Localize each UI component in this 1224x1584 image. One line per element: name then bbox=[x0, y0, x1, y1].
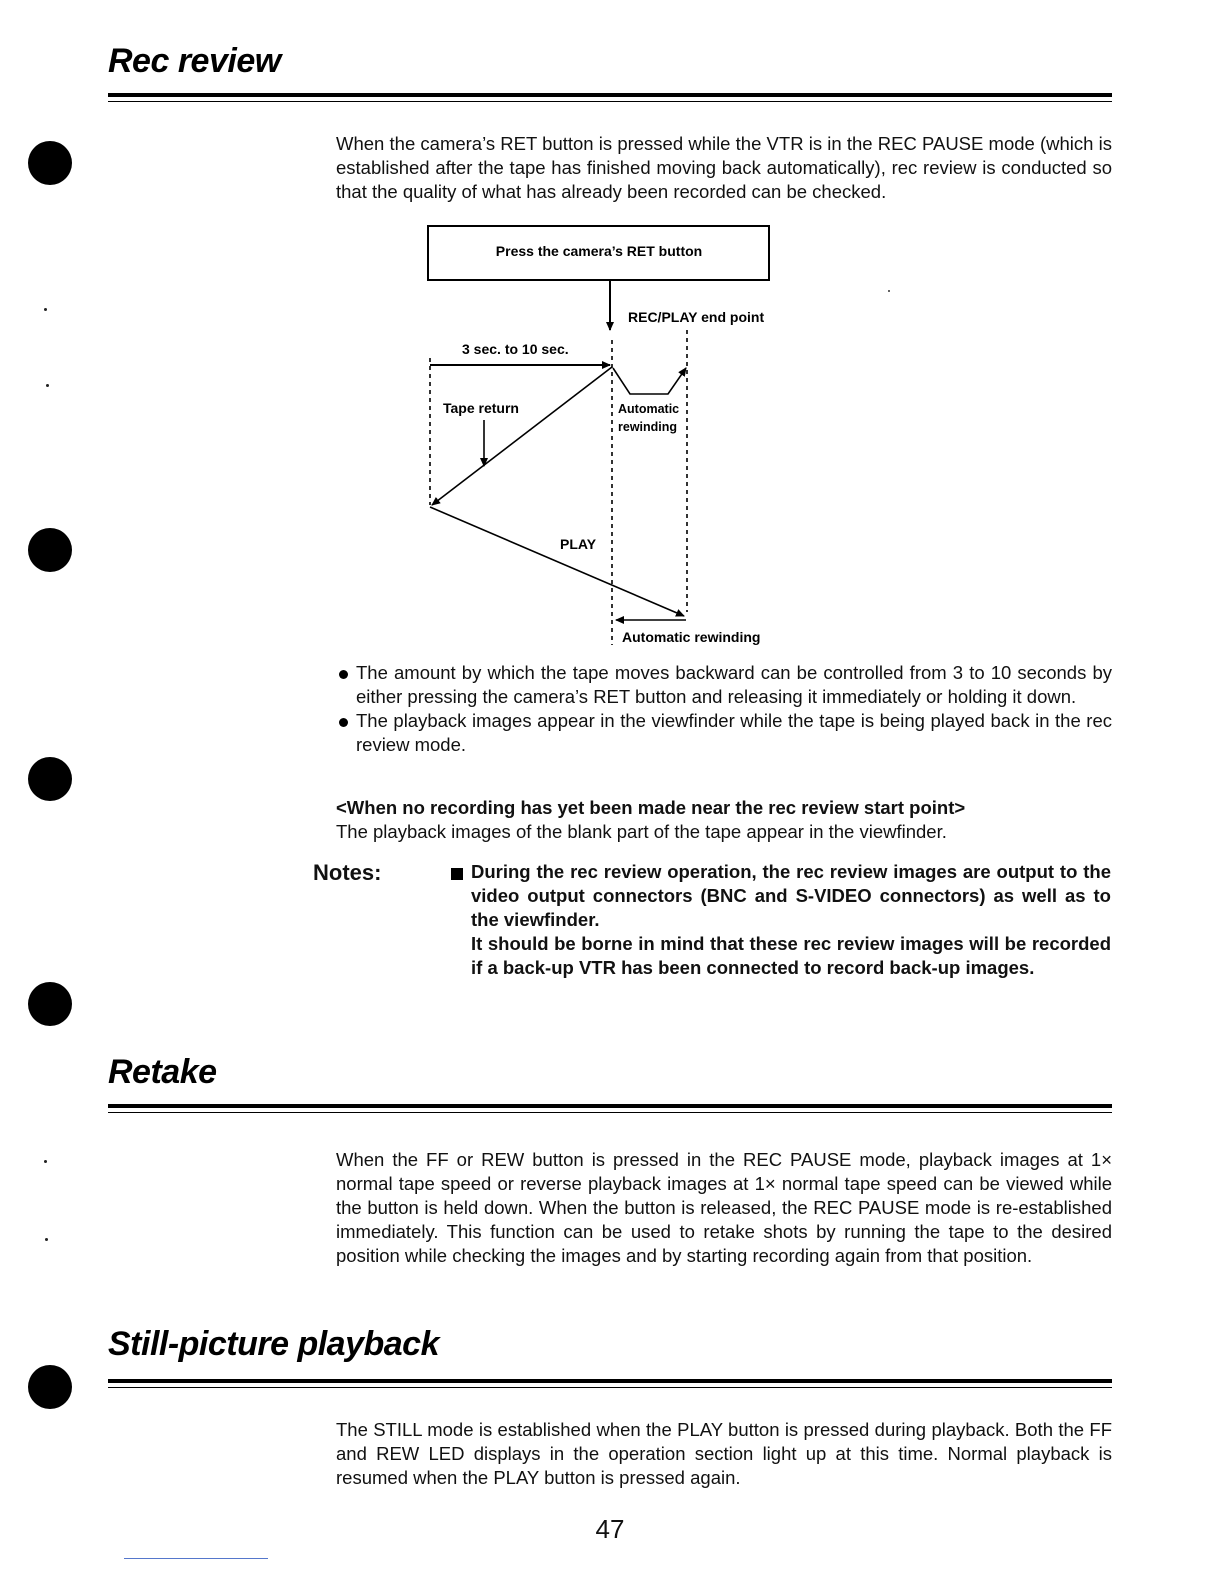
duration-label: 3 sec. to 10 sec. bbox=[462, 341, 569, 357]
auto-rewind-top-label-1: Automatic bbox=[618, 402, 680, 416]
list-item: The playback images appear in the viewfinder while the tape is being played back in the rec review mode. bbox=[336, 709, 1112, 757]
speck bbox=[888, 290, 890, 292]
no-recording-subheading: <When no recording has yet been made near the rec review start point> bbox=[336, 797, 966, 818]
list-item: The amount by which the tape moves backward can be controlled from 3 to 10 seconds by either pressing the camera’s RET button and releasing it immediately or holding it down. bbox=[336, 661, 1112, 709]
section-title-rec-review: Rec review bbox=[108, 42, 281, 80]
tape-return-line bbox=[432, 367, 612, 505]
retake-text: When the FF or REW button is pressed in the REC PAUSE mode, playback images at 1× normal tape speed or reverse playback images at 1× normal tape speed can be viewed while the button is held down. When the button is released, the REC PAUSE mode is re-established immediately. This function can be used to retake shots by running the tape to the desired position while checking the images and by starting recording again from that position. bbox=[336, 1149, 1112, 1266]
rec-review-bullets bbox=[336, 661, 1112, 757]
note-square-icon bbox=[451, 868, 463, 880]
play-line bbox=[430, 507, 684, 616]
still-picture-text: The STILL mode is established when the PLAY button is pressed during playback. Both the FF and REW LED displays in the operation section light up at this time. Normal playback is resumed when the PLAY button is pressed again. bbox=[336, 1419, 1112, 1488]
end-point-label: REC/PLAY end point bbox=[628, 309, 765, 325]
binder-hole bbox=[28, 982, 72, 1026]
section-title-retake: Retake bbox=[108, 1053, 217, 1091]
speck bbox=[44, 1160, 47, 1163]
rec-review-intro: When the camera’s RET button is pressed while the VTR is in the REC PAUSE mode (which is established after the tape has finished moving back automatically), rec review is conducted so that the quality of what has already been recorded can be checked. bbox=[336, 133, 1112, 202]
tape-return-label: Tape return bbox=[443, 400, 519, 416]
automatic-rewind-top-curve bbox=[613, 368, 686, 394]
note-text bbox=[471, 860, 1111, 980]
section-title-still-picture: Still-picture playback bbox=[108, 1325, 439, 1363]
section-rule bbox=[108, 1387, 1112, 1388]
auto-rewind-top-label-2: rewinding bbox=[618, 420, 678, 434]
no-recording-text: The playback images of the blank part of the tape appear in the viewfinder. bbox=[336, 821, 947, 842]
ret-button-box-label: Press the camera’s RET button bbox=[495, 243, 703, 259]
note-paragraph: During the rec review operation, the rec review images are output to the video output connectors (BNC and S-VIDEO connectors) as well as to the viewfinder. bbox=[471, 861, 1111, 930]
play-label: PLAY bbox=[560, 536, 597, 552]
section-rule bbox=[108, 1112, 1112, 1113]
auto-rewind-bottom-label: Automatic rewinding bbox=[622, 629, 761, 645]
section-rule bbox=[108, 1379, 1112, 1383]
section-rule bbox=[108, 1104, 1112, 1108]
binder-hole bbox=[28, 1365, 72, 1409]
footer-line bbox=[124, 1558, 268, 1559]
speck bbox=[45, 1238, 48, 1241]
note-paragraph: It should be borne in mind that these rec review images will be recorded if a back-up VTR has been connected to record back-up images. bbox=[471, 933, 1111, 978]
rec-review-diagram bbox=[0, 0, 1224, 660]
notes-label: Notes: bbox=[313, 860, 382, 885]
page-number: 47 bbox=[595, 1514, 625, 1544]
binder-hole bbox=[28, 757, 72, 801]
